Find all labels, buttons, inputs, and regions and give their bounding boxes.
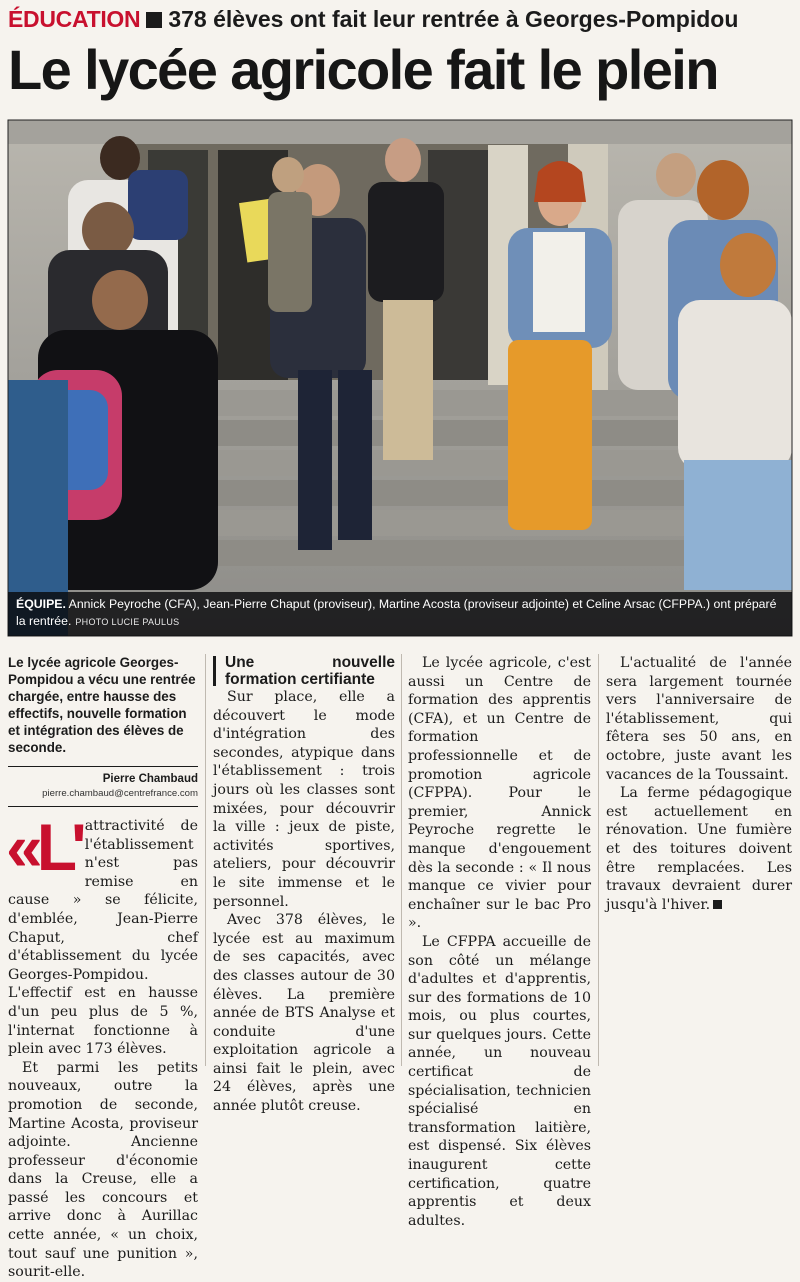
kicker-subtitle: 378 élèves ont fait leur rentrée à Georges-Pompidou xyxy=(168,6,739,32)
photo-credit: PHOTO LUCIE PAULUS xyxy=(75,617,180,627)
paragraph-text: La ferme pédagogique est actuellement en rénovation. Une fumière et des toitures doivent être remplacées. Les travaux devraient durer jusqu'à l'hiver. xyxy=(606,785,792,913)
photo-caption xyxy=(8,592,792,636)
section-rubric: ÉDUCATION xyxy=(8,6,141,32)
photo-illustration xyxy=(8,120,792,636)
paragraph: Le lycée agricole, c'est aussi un Centre de formation des apprentis (CFA), et un Centre de formation professionnelle et de promotion agricole (CFPPA). Pour le premier, Annick Peyroche regrette le manque d'engouement dès la seconde : « Il nous manque ce vivier pour enchaîner sur le bac Pro ». xyxy=(408,655,591,932)
article-column-2 xyxy=(213,654,395,1115)
square-bullet-icon xyxy=(146,12,162,28)
lead-paragraph xyxy=(6,810,198,1059)
paragraph xyxy=(606,784,792,914)
article-subhead: Une nouvelle formation certifiante xyxy=(213,654,395,688)
column-divider xyxy=(598,654,599,1066)
caption-text: Annick Peyroche (CFA), Jean-Pierre Chaput (proviseur), Martine Acosta (proviseur adjointe) et Celine Arsac (CFPPA.) ont préparé la rentrée. xyxy=(16,597,777,628)
article-column-1 xyxy=(6,654,198,1281)
paragraph: attractivité de l'établissement n'est pas remise en cause » se félicite, d'emblée, Jean-Pierre Chaput, chef d'établissement du lycée Georges-Pompidou. L'effectif est en hausse d'un peu plus de 5 %, l'internat fonctionne à plein avec 173 élèves. xyxy=(8,818,198,1058)
article-kicker xyxy=(8,4,738,34)
paragraph: Avec 378 élèves, le lycée est au maximum de ses capacités, avec des classes autour de 30 élèves. La première année de BTS Analyse et conduite d'une exploitation agricole a ainsi fait le plein, avec 24 élèves, après une année plutôt creuse. xyxy=(213,912,395,1115)
article-intro: Le lycée agricole Georges-Pompidou a vécu une rentrée chargée, entre hausse des effectifs, nouvelle formation et intégration des élèves de seconde. xyxy=(8,655,196,755)
author-name: Pierre Chambaud xyxy=(102,773,198,785)
byline-divider xyxy=(8,806,198,807)
dropcap: «L' xyxy=(6,810,81,884)
paragraph: Sur place, elle a découvert le mode d'intégration des secondes, atypique dans l'établissement : trois jours où les classes sont mixées, pour découvrir la ville : jeux de piste, activités sportives, ateliers, pour découvrir le site immense et le personnel. xyxy=(213,689,395,910)
column-divider xyxy=(401,654,402,1066)
column-divider xyxy=(205,654,206,1066)
article-column-3 xyxy=(408,654,591,1229)
article-photo xyxy=(8,120,792,636)
end-of-article-icon xyxy=(713,900,722,909)
caption-lead: ÉQUIPE. xyxy=(16,597,66,611)
article-headline: Le lycée agricole fait le plein xyxy=(8,38,718,101)
author-email[interactable]: pierre.chambaud@centrefrance.com xyxy=(42,788,198,799)
byline xyxy=(8,766,198,801)
paragraph: Et parmi les petits nouveaux, outre la promotion de seconde, Martine Acosta, proviseur adjointe. Ancienne professeur d'économie dans la Creuse, elle a passé les concours et arrive donc à Aurillac cette année, « un choix, tout sauf une punition », sourit-elle. xyxy=(8,1059,198,1281)
article-column-4 xyxy=(606,654,792,1066)
paragraph: Le CFPPA accueille de son côté un mélange d'adultes et d'apprentis, sur des formations de 10 mois, ou plus courtes, sur quelques jours. Cette année, un nouveau certificat de spécialisation, technicien spécialisé en transformation laitière, est dispensé. Six élèves inaugurent cette certification, quatre apprentis et deux adultes. xyxy=(408,933,591,1229)
paragraph: L'actualité de l'année sera largement tournée vers l'anniversaire de l'établissement, qui fêtera ses 50 ans, en octobre, juste avant les vacances de la Toussaint. xyxy=(606,655,792,783)
